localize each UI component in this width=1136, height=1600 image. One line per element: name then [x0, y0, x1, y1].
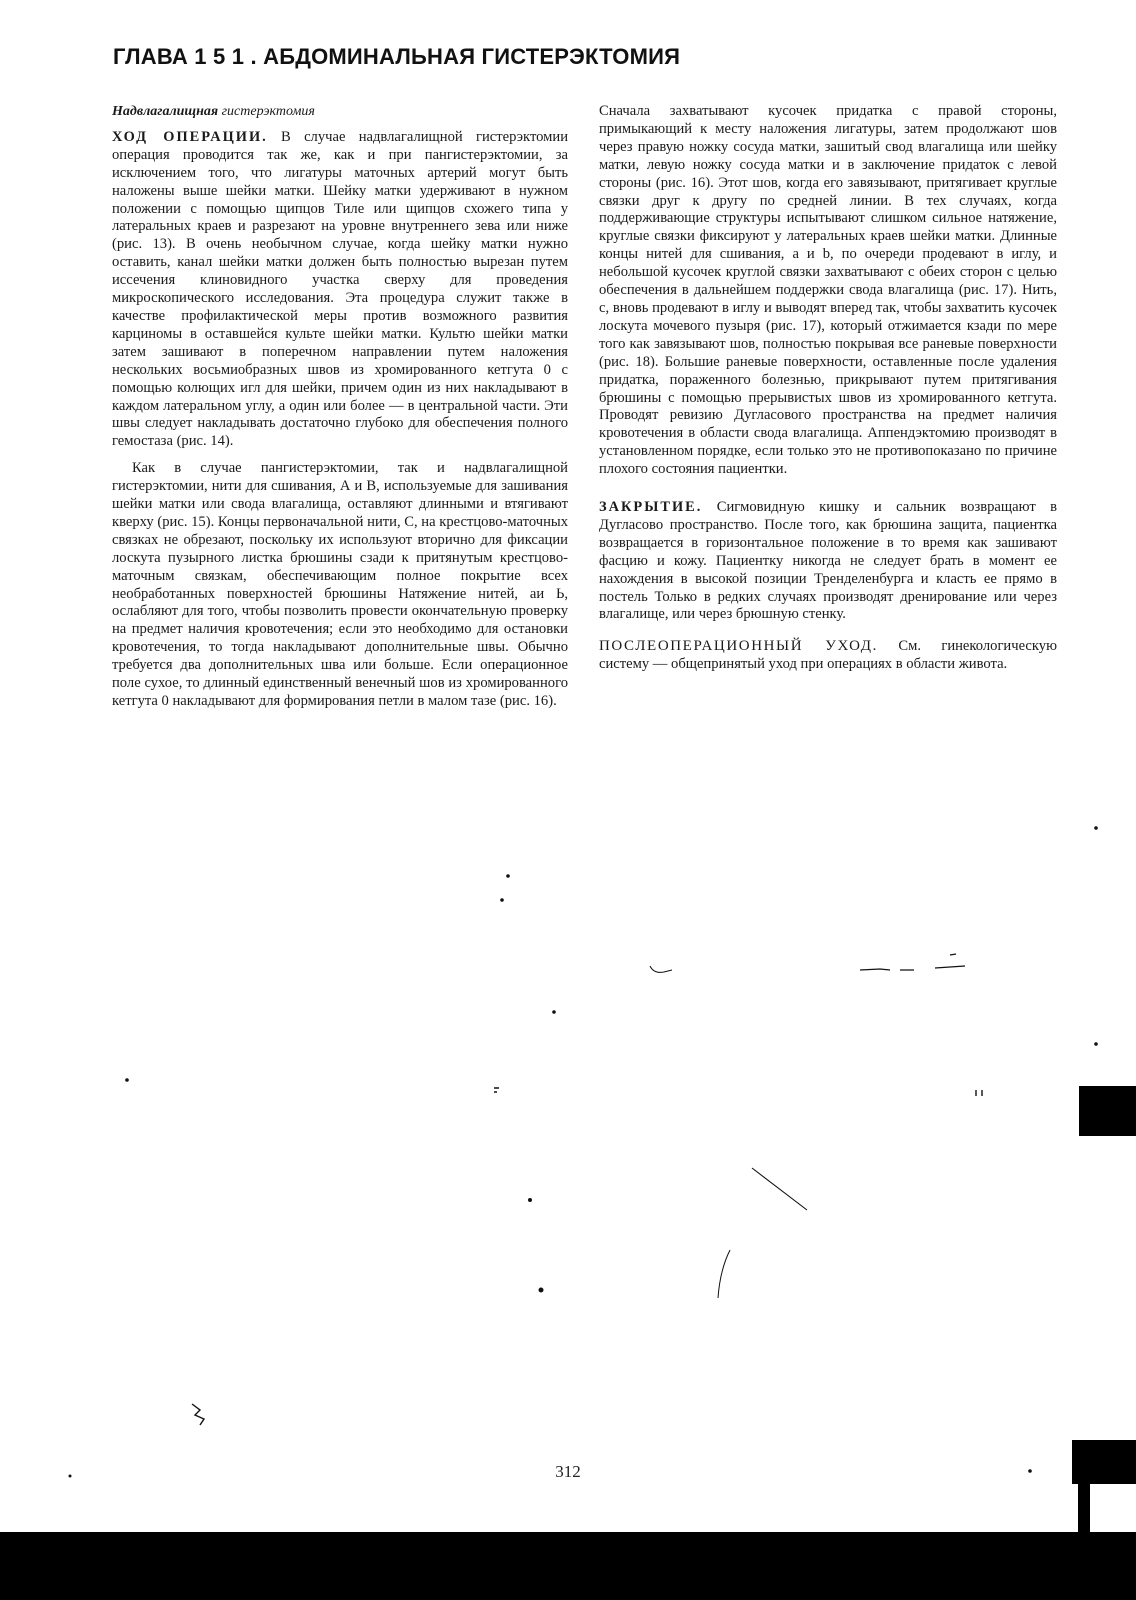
closure-lead: ЗАКРЫТИЕ. — [599, 499, 703, 516]
scan-speck — [1095, 827, 1098, 830]
closure-text: Сигмовидную кишку и сальник возвращают в Дугласово пространство. После того, как брюшина защита, пациентка возвращается в горизонтальное положение в то время как зашивают фасцию и кожу. Пациентку никогда не следует брать в момент ее нахождения в высокой позиции Тренделенбурга и класть ее прямо в постель Только в редких случаях производят дренирование или через влагалище, или через брюшную стенку. — [599, 499, 1057, 623]
continuation-paragraph: Сначала захватывают кусочек придатка с правой стороны, примыкающий к месту наложения лигатуры, затем продолжают шов через правую ножку сосуда матки, зашитый свод влагалища или шейку матки, левую ножку сосуда матки и в заключение придаток с левой стороны (рис. 16). Этот шов, когда его завязывают, притягивает круглые связки друг к другу по средней линии. В тех случаях, когда поддерживающие структуры испытывают слишком сильное натяжение, круглые связки фиксируют у латеральных краев шейки матки. Длинные концы нитей для сшивания, а и b, по очереди продевают в иглу, и небольшой кусочек круглой связки захватывают с обеих сторон с целью обеспечения в дальнейшем поддержки свода влагалища (рис. 17). Нить, с, вновь продевают в иглу и выводят вперед так, чтобы захватить кусочек лоскута мочевого пузыря (рис. 17), который отжимается кзади по мере того как завязывают шов, полностью покрывая все раневые поверхности (рис. 18). Большие раневые поверхности, оставленные после удаления придатка, пораженного болезнью, прикрывают путем притягивания брюшины с помощью прерывистых швов из хромированного кетгута. Проводят ревизию Дугласового пространства на предмет наличия кровотечения в области свода влагалища. Аппендэктомию производят в установленном порядке, если только это не противопоказано по причине плохого состояния пациентки. — [599, 103, 1057, 478]
subheading-rest: гистерэктомия — [218, 104, 315, 119]
scan-scribble — [860, 954, 965, 970]
chapter-title: ГЛАВА 1 5 1 . АБДОМИНАЛЬНАЯ ГИСТЕРЭКТОМИЯ — [113, 44, 681, 69]
postop-lead: ПОСЛЕОПЕРАЦИОННЫЙ УХОД. — [599, 638, 878, 655]
scan-edge-blot — [1078, 1480, 1090, 1534]
scan-speck — [553, 1011, 556, 1014]
scan-scribble — [494, 1088, 982, 1096]
scan-edge-blot — [1079, 1086, 1136, 1136]
scan-speck — [126, 1079, 129, 1082]
scan-scribble — [752, 1168, 807, 1210]
scan-scribble — [718, 1250, 730, 1298]
scan-bottom-band — [0, 1532, 1136, 1600]
scan-speck — [539, 1288, 543, 1292]
subheading-bold: Надвлагалищная — [112, 104, 219, 119]
postop-text: См. гинекологическую систему — общепринятый уход при операциях в области живота. — [599, 638, 1057, 673]
scan-scribble — [650, 966, 672, 972]
scan-scribble — [192, 1404, 204, 1425]
sutures-paragraph: Как в случае пангистерэктомии, так и надвлагалищной гистерэктомии, нити для сшивания, А и В, используемые для зашивания шейки матки или свода влагалища, оставляют длинными и втягивают кверху (рис. 15). Концы первоначальной нити, С, на крестцово-маточных связках не обрезают, поскольку их используют вторично для фиксации лоскута пузырного листка брюшины сзади к притянутым крестцово-маточным связкам, обеспечивающим полное покрытие всех необработанных поверхностей брюшины Натяжение нитей, аи Ь, ослабляют для того, чтобы позволить провести окончательную проверку на предмет наличия кровотечения; если это необходимо для остановки кровотечения, то тогда накладывают дополнительные швы. Обычно требуется два дополнительных шва или больше. Если операционное поле сухое, то длинный единственный венечный шов из хромированного кетгута 0 накладывают для формирования петли в малом тазе (рис. 16). — [112, 460, 568, 709]
page-number: 312 — [555, 1462, 581, 1481]
scan-speck — [1095, 1043, 1098, 1046]
operation-text: В случае надвлагалищной гистерэктомии операция проводится так же, как и при пангистерэктомии, за исключением того, что лигатуры маточных артерий могут быть наложены выше шейки матки. Шейку матки удерживают в нужном положении с помощью щипцов Тиле или щипцов схожего типа у латеральных краев и разрезают на уровне внутреннего зева или ниже (рис. 13). В очень необычном случае, когда шейку матки нужно оставить, канал шейки матки должен быть полностью вырезан путем иссечения клиновидного участка сверху для проведения микроскопического исследования. Эта процедура служит также в качестве профилактической меры против возможного развития карциномы в оставшейся культе шейки матки. Культю шейки матки затем зашивают в поперечном направлении путем наложения нескольких восьмиобразных швов из хромированного кетгута 0 с помощью колющих игл для шейки, причем один из них накладывают в каждом латеральном углу, а один или более — в центральной части. Эти швы следует накладывать достаточно глубоко для обеспечения полного гемостаза (рис. 14). — [112, 128, 569, 450]
operation-lead: ХОД ОПЕРАЦИИ. — [112, 128, 268, 145]
scan-speck — [501, 899, 504, 902]
scan-speck — [507, 875, 510, 878]
scan-speck — [529, 1199, 532, 1202]
